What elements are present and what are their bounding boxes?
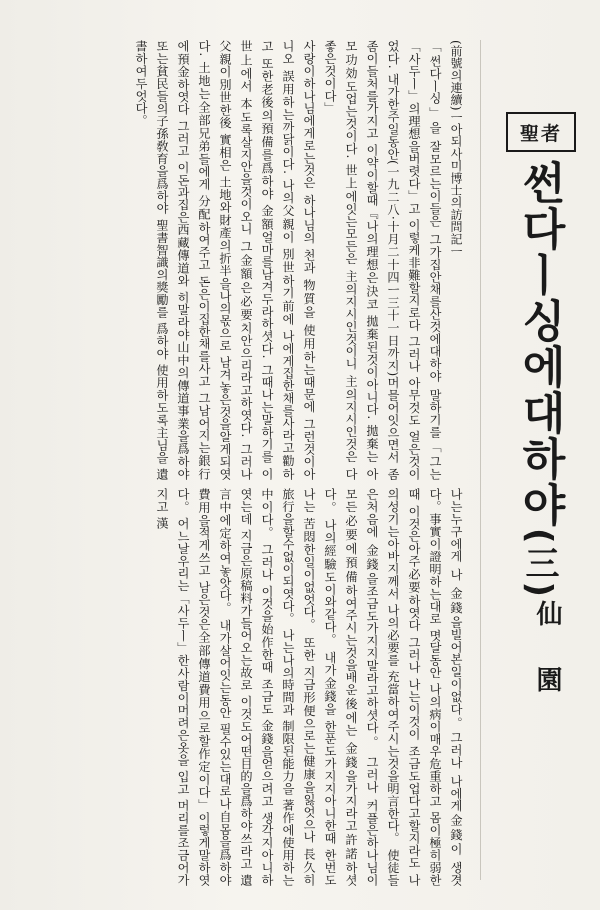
article-title — [508, 160, 570, 600]
upper-text-block — [18, 40, 466, 480]
title-number: (三) — [519, 528, 559, 600]
paragraph: 나는누구에게 나 金錢을빌어본일이없다。그러나 나에게金錢이 생겻다。事實이證明하는대로 몃달동안 나의病이매우危重하고 몸이極히弱한때 이것은아주必要하엿다 그러나 나는이것이 조금도업다고할지라도 나의성기는아바지께서 나의必要를 充當하여주시는것을明言한다。 使徒들은처음에 金錢을조금도가지지말라고하셧다。 그러나 커플은하나님이 모든必要에預備하여주시는것을배운後에는 金錢을가지라고許諾하셧다。 나의經驗도이와같다。 내가金錢을 한푼도가지지아니한때 한번도나는 苦悶한일이없엇다。 또한 지금形便으로는健康을잃엇으나 長久히旅行을할수없이되엿다。 나는나의時間과 制限된能力을 著作에使用하는中이다。 그러나 이것을始作한때 조금도 金錢을얻으려고 생각지아니하엿는데 지금은原稿料가들어오는故로 이것도어떤目的을爲하야쓰라고 遺言中에定하여놓앗다。 내가살어잇는동안 필수있는대로나自몸을爲하야 費用을적게쓰고 남은것은全部傳道費用으로할作定이다」이렇게말하엿다。 어느날우리는「사두ㅣ」한사람이머려은옷을 입고 머리를조금어가지고 漢 — [155, 488, 463, 886]
section-badge: 聖者 — [506, 112, 576, 152]
paragraph: 「썬다ㅣ싱」을 잘모르는이들은 그가집안채를산것에대하야 말하기를「그는「사두ㅣ」의理想을버렷다」고 이렇케非難할지로다 그러나 아무것도 얼은것이었다. 내가한주일동안(一九二八·十月二十四ㅡ三十一日까지)머믈어잇으면서 좀좀이들처를가지고 이약이할때『나의理想은決코 拋棄된것이아니다. 拋棄는 아모功効도업는것이다. 世上에잇는모든은 主의지시인것이니 主의지시인것은 다 좋은것이다」 — [323, 40, 442, 480]
lower-text-block — [18, 488, 466, 886]
title-main: 썬다ㅣ싱에대하야 — [514, 160, 565, 528]
paragraph: 사랑이하나님에게로는것은 하나님의 천과 物質을 使用하는때문에 그런것이아니오 誤用하는까닭이다. 나의父親이 別世하기前에 나에게집한채를사라고勸하고 또한老後의預備를爲하야 金額얼마를남겨두라하셧다. 그때나는말하기를 이世上에서 本도록살지안을것이오니 그金額은必要치안으리라고하엿다. 그러나 父親이別世한後 實相은 土地와財產의折半을나의몫으로 남겨놓은것을알게되엿다. 土地는全部兄弟들에게 分配하여주고 돈은이집한채를사고 그남어지는銀行에預金하엿다 그러고 이돈과집은西藏傳道와 히말라야山中의傳道事業을爲하야 또는貧民들의子孫敎育을爲하야 聖書智識의獎勵를 爲하야 使用하도록主님을 遺書하여두엇다。 — [134, 40, 316, 480]
author-name: 仙園 — [532, 600, 562, 732]
preface-note: (前號의連續)ㅡ아되사미博士의訪問記ㅡ — [449, 40, 463, 258]
column-divider — [480, 40, 481, 880]
